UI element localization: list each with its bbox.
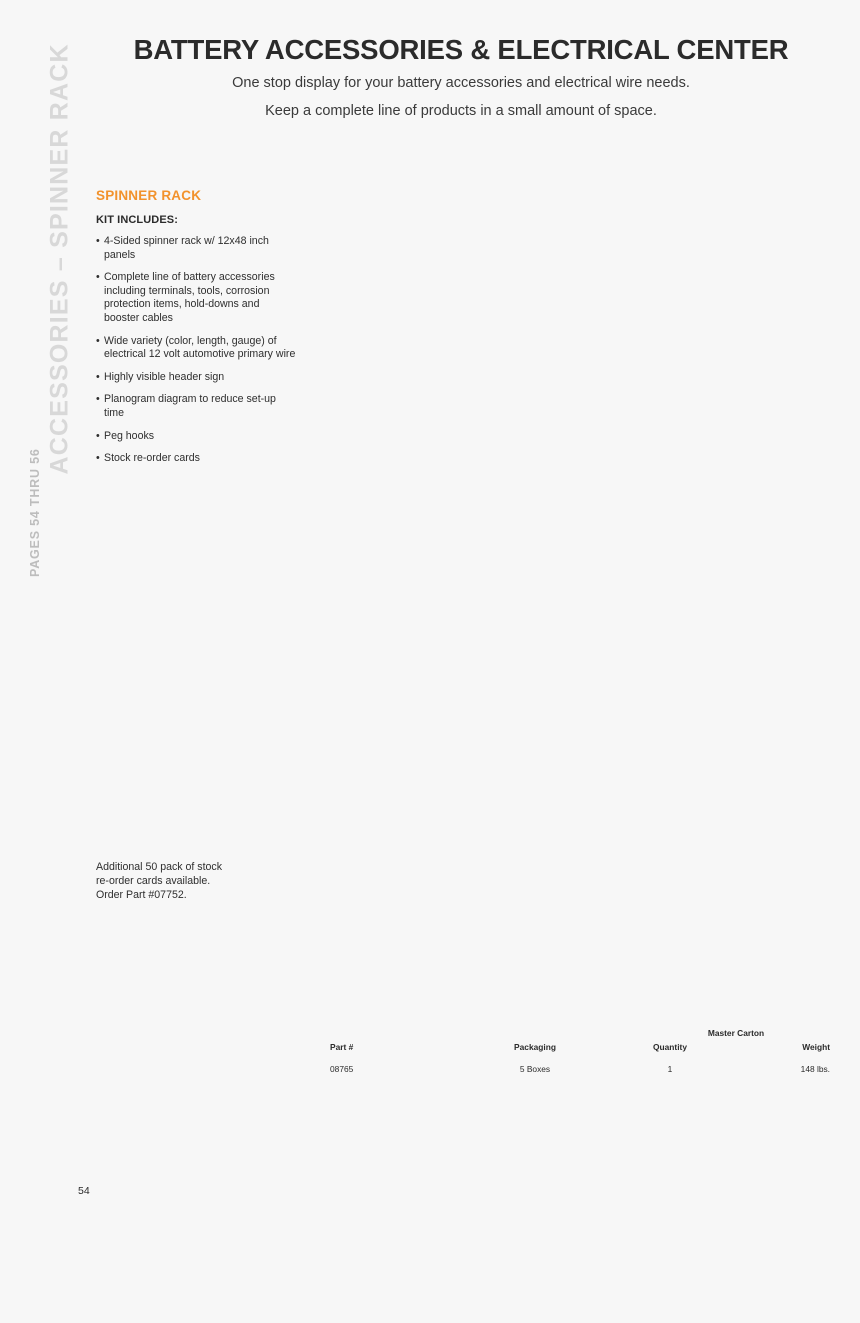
page-title: BATTERY ACCESSORIES & ELECTRICAL CENTER [133,34,789,65]
column-header-quantity: Quantity [653,1042,687,1052]
sidebar-section-title: ACCESSORIES – SPINNER RACK [45,43,74,475]
table-header-row [330,1042,830,1054]
list-item: • Planogram diagram to reduce set-up time [96,393,296,420]
list-item: • Highly visible header sign [96,371,296,385]
kit-feature-list [96,235,296,466]
list-item: • Peg hooks [96,430,296,444]
reorder-note [96,860,306,902]
column-header-part: Part # [330,1042,354,1052]
list-item: • 4-Sided spinner rack w/ 12x48 inch panels [96,235,296,262]
reorder-note-line1: Additional 50 pack of stock [96,861,223,873]
cell-part: 08765 [330,1064,354,1074]
column-header-packaging: Packaging [514,1042,556,1052]
page-subtitle-line2: Keep a complete line of products in a small amount of space. [265,102,657,119]
master-carton-group-header: Master Carton [707,1028,765,1038]
page-subtitle-line1: One stop display for your battery accessories and electrical wire needs. [232,74,690,91]
sidebar-pages-label: PAGES 54 THRU 56 [28,448,42,577]
kit-includes-label: KIT INCLUDES: [96,214,178,226]
list-item: • Wide variety (color, length, gauge) of electrical 12 volt automotive primary wire [96,335,296,362]
page-number: 54 [78,1185,90,1197]
column-header-weight: Weight [802,1042,830,1052]
cell-packaging: 5 Boxes [519,1064,551,1074]
list-item: • Complete line of battery accessories including terminals, tools, corrosion protection items, hold-downs and booster cables [96,271,296,325]
cell-weight: 148 lbs. [800,1064,830,1074]
cell-quantity: 1 [667,1064,673,1074]
kit-block [96,188,296,475]
table-row [330,1064,830,1076]
side-tab [0,0,72,1323]
page-header [96,34,826,122]
reorder-note-line2: re-order cards available. [96,875,211,887]
reorder-note-line3: Order Part #07752. [96,889,187,901]
kit-title: SPINNER RACK [96,188,202,203]
list-item: • Stock re-order cards [96,452,296,466]
